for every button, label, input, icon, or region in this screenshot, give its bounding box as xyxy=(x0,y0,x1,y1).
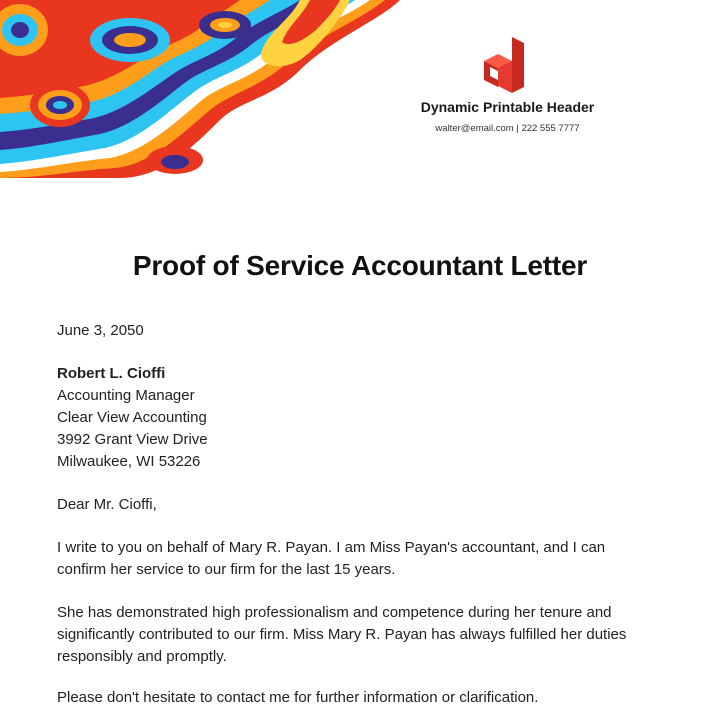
body-paragraph-1 xyxy=(57,537,677,581)
recipient-name: Robert L. Cioffi xyxy=(57,365,166,382)
letter-date: June 3, 2050 xyxy=(57,322,144,339)
decorative-header-art xyxy=(0,0,410,178)
body-paragraph-2 xyxy=(57,602,677,668)
body-paragraph-3 xyxy=(57,687,677,709)
company-logo-icon xyxy=(482,37,528,93)
paragraph-line: responsibly and promptly. xyxy=(57,648,227,665)
paragraph-line: She has demonstrated high professionalism and competence during her tenure and xyxy=(57,604,612,621)
letter-title: Proof of Service Accountant Letter xyxy=(132,250,588,281)
recipient-company: Clear View Accounting xyxy=(57,409,207,426)
paragraph-line: Please don't hesitate to contact me for further information or clarification. xyxy=(57,689,539,706)
header-contact-info: walter@email.com | 222 555 7777 xyxy=(435,123,580,134)
header-company-name: Dynamic Printable Header xyxy=(420,99,595,115)
paragraph-line: significantly contributed to our firm. Miss Mary R. Payan has always fulfilled her duties xyxy=(57,626,627,643)
recipient-street: 3992 Grant View Drive xyxy=(57,431,208,448)
salutation: Dear Mr. Cioffi, xyxy=(57,496,157,513)
recipient-position: Accounting Manager xyxy=(57,387,195,404)
recipient-block xyxy=(57,363,677,473)
paragraph-line: confirm her service to our firm for the last 15 years. xyxy=(57,561,396,578)
paragraph-line: I write to you on behalf of Mary R. Payan. I am Miss Payan's accountant, and I can xyxy=(57,539,606,556)
recipient-city: Milwaukee, WI 53226 xyxy=(57,453,201,470)
